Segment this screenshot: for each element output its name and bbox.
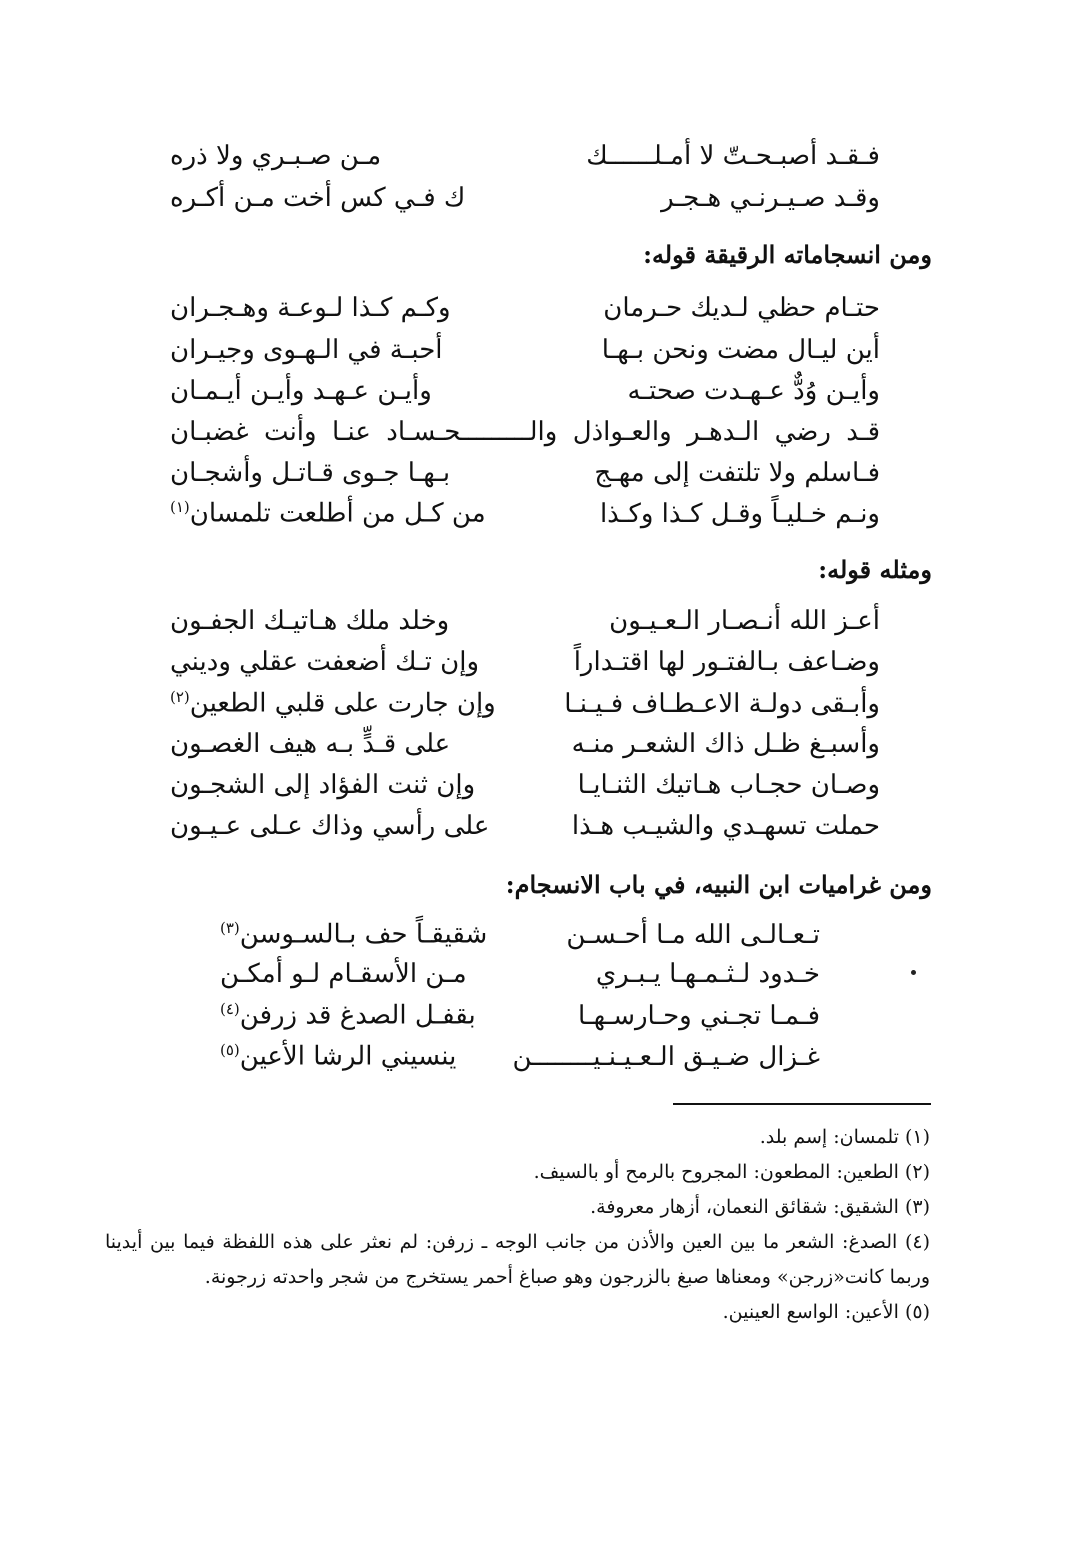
footnotes	[105, 1120, 930, 1330]
verse-second-hemistich: على قـدٍّ بـه هيف الغصـون	[170, 729, 451, 759]
verse-second-hemistich: وكـم كـذا لـوعـة وهـجـران	[170, 293, 451, 323]
verse-second-hemistich: ك فـي كس أخت مـن أكـره	[170, 183, 466, 213]
verse-line	[220, 961, 820, 987]
verse-second-hemistich: وإن تـك أضعفت عقلي وديني	[170, 647, 480, 677]
verse-line	[170, 690, 880, 717]
verse-first-hemistich: تـعـالـى الله مـا أحـسـن	[566, 919, 820, 950]
verse-first-hemistich: فـقـد أصبـحـتّ لا أمـلــــــك	[586, 141, 880, 171]
footnote-marker: (٣)	[220, 919, 240, 937]
verse-second-hemistich	[220, 1002, 476, 1029]
verse-line-continuous: قـد رضي الـدهـر والعـواذل والـــــــــحـسـاد عنـا وأنت غضبـان	[170, 417, 880, 447]
verse-line	[220, 1043, 820, 1070]
stray-mark	[911, 970, 916, 975]
verse-first-hemistich: غـزال ضـيـق الـعـيـنـيــــــــن	[512, 1041, 820, 1072]
verse-line	[170, 608, 880, 634]
footnote-5: (٥) الأعين: الواسع العينين.	[722, 1301, 930, 1323]
verse-second-hemistich	[170, 690, 496, 717]
verse-line	[170, 500, 880, 527]
verse-first-hemistich: خـدود لـثـمـهـا يـبـري	[595, 959, 820, 989]
verse-first-hemistich: حتـام حظي لـديك حـرمان	[603, 293, 880, 323]
footnote-1: (١) تلمسان: إسم بلد.	[759, 1126, 930, 1148]
verse-second-hemistich	[220, 1043, 456, 1070]
verse-text: من كـل من أطلعت تلمسان	[189, 498, 486, 529]
verse-first-hemistich: وصـان حجـاب هـاتيك الثنـايـا	[577, 770, 880, 800]
verse-first-hemistich: وضـاعف بـالفتـور لها اقتـداراً	[573, 647, 880, 677]
verse-line	[170, 731, 880, 757]
verse-line	[170, 378, 880, 404]
verse-text: بقفـل الصدغ قد زرفن	[239, 1000, 476, 1031]
section-intro: ومن انسجاماته الرقيقة قوله:	[643, 240, 932, 269]
verse-line	[170, 772, 880, 798]
verse-second-hemistich: وأيـن عـهـد وأيـن أيـمـان	[170, 376, 432, 406]
verse-line	[170, 337, 880, 363]
verse-second-hemistich	[220, 921, 487, 948]
verse-first-hemistich: فـاسلم ولا تلتفت إلى مهـج	[594, 458, 880, 488]
verse-second-hemistich: بـهـا جـوى قـاتـل وأشجـان	[170, 458, 451, 488]
verse-second-hemistich: على رأسي وذاك عـلى عـيـون	[170, 811, 490, 841]
verse-second-hemistich: أحبـة في الـهـوى وجيـران	[170, 335, 443, 365]
verse-line	[170, 143, 880, 169]
verse-second-hemistich: وخلد ملك هـاتيـك الجفـون	[170, 606, 450, 636]
section-intro: ومن غراميات ابن النبيه، في باب الانسجام:	[505, 870, 932, 899]
verse-first-hemistich: ونـم خـليـاً وقـل كـذا وكـذا	[599, 498, 880, 529]
verse-line	[220, 921, 820, 948]
verse-text: ينسيني الرشا الأعين	[239, 1041, 457, 1072]
verse-line	[170, 185, 880, 211]
verse-first-hemistich: فـمـا تجـني وحـارسـهـا	[578, 1000, 820, 1031]
verse-first-hemistich: وقـد صـيـرنـي هـجـر	[661, 183, 880, 213]
section-intro: ومثله قوله:	[818, 555, 932, 584]
verse-first-hemistich: أعـز الله أنـصـار الـعـيـون	[609, 606, 880, 636]
verse-line	[170, 813, 880, 839]
footnote-4: (٤) الصدغ: الشعر ما بين العين والأذن من جانب الوجه ـ زرفن: لم نعثر على هذه اللفظة فيما بين أيدينا وربما كانت«زرجن» ومعناها صبغ بالزرجون وهو صباغ أحمر يستخرج من شجر واحدته زرجونة.	[105, 1231, 930, 1288]
verse-first-hemistich: وأيـن وُدٌّ عـهـدت صحتـه	[627, 376, 880, 406]
footnote-separator	[673, 1103, 931, 1105]
verse-line	[170, 649, 880, 675]
verse-text: شقيقـاً حف بـالسـوسن	[239, 919, 488, 950]
verse-line	[170, 295, 880, 321]
verse-first-hemistich: أين ليـال مضت ونحن بـهـا	[601, 335, 880, 365]
verse-second-hemistich: مـن الأسقـام لـو أمكـن	[220, 959, 467, 989]
footnote-marker: (٥)	[220, 1041, 240, 1059]
verse-line	[170, 460, 880, 486]
verse-second-hemistich: مـن صـبـري ولا ذره	[170, 141, 382, 171]
verse-line	[220, 1002, 820, 1029]
verse-text: وإن جارت على قلبي الطعين	[189, 688, 496, 719]
footnote-marker: (٤)	[220, 1000, 240, 1018]
footnote-marker: (٢)	[170, 688, 190, 706]
footnote-3: (٣) الشقيق: شقائق النعمان، أزهار معروفة.	[590, 1196, 930, 1218]
verse-first-hemistich: وأبـقى دولـة الاعـطـاف فـيـنـا	[564, 688, 880, 719]
verse-second-hemistich: وإن ثنت الفؤاد إلى الشجـون	[170, 770, 476, 800]
verse-first-hemistich: حملت تسهـدي والشيـب هـذا	[571, 811, 880, 841]
verse-second-hemistich	[170, 500, 486, 527]
verse-first-hemistich: وأسبـغ ظـل ذاك الشعـر منـه	[571, 729, 880, 759]
footnote-2: (٢) الطعين: المطعون: المجروح بالرمح أو بالسيف.	[533, 1161, 930, 1183]
footnote-marker: (١)	[170, 498, 190, 516]
